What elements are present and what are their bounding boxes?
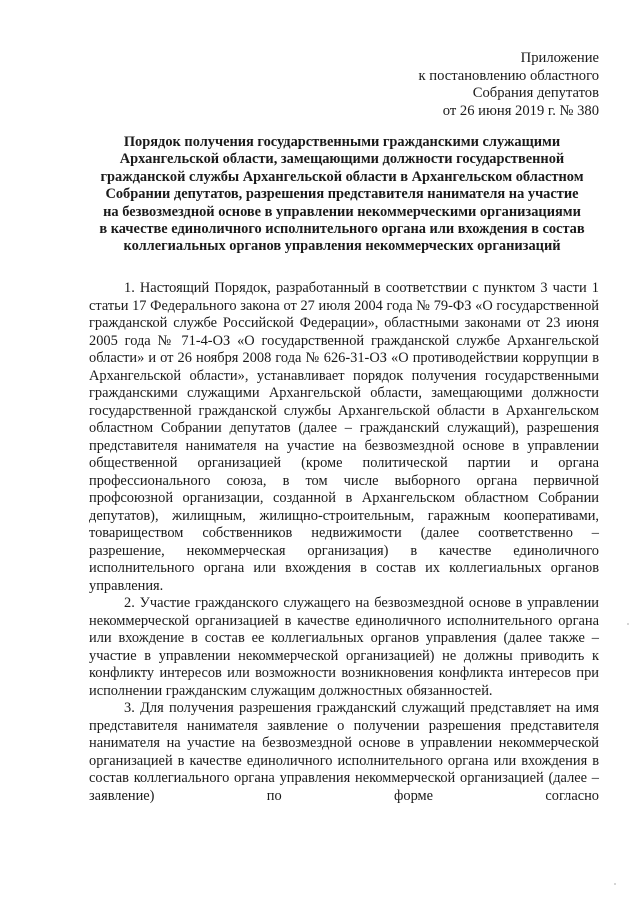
title-line: на безвозмездной основе в управлении некоммерческими организациями	[103, 203, 581, 220]
document-title	[80, 134, 604, 256]
appendix-header	[419, 50, 599, 120]
paragraph-3: 3. Для получения разрешения гражданский служащий представляет на имя представителя нанимателя заявление о получении разрешения представителя нанимателя на участие на безвозмездной основе в управлении некоммерческой организацией в качестве единоличного исполнительного органа или вхождения в состав коллегиального органа управления некоммерческой организацией (далее – заявление) по форме согласно	[89, 700, 599, 804]
paragraph-2: 2. Участие гражданского служащего на безвозмездной основе в управлении некоммерческой организацией в качестве единоличного исполнительного органа или вхождение в состав ее коллегиальных органов управления (далее также – участие в управлении некоммерческой организацией) не должны приводить к конфликту интересов или возможности возникновения конфликта интересов при исполнении гражданским служащим должностных обязанностей.	[89, 595, 599, 699]
appendix-label: Приложение	[520, 50, 599, 66]
title-line: в качестве единоличного исполнительного органа или вхождения в состав	[99, 221, 585, 238]
paragraph-1: 1. Настоящий Порядок, разработанный в соответствии с пунктом 3 части 1 статьи 17 Федерального закона от 27 июля 2004 года № 79-ФЗ «О государственной гражданской службе Российской Федерации», областными законами от 23 июня 2005 года № 71-4-ОЗ «О государственной гражданской службе Архангельской области» и от 26 ноября 2008 года № 626-31-ОЗ «О противодействии коррупции в Архангельской области», устанавливает порядок получения государственными гражданскими служащими Архангельской области, замещающими должности государственной гражданской службы Архангельской области в Архангельском областном Собрании депутатов (далее – гражданский служащий), разрешения представителя нанимателя на участие на безвозмездной основе в управлении общественной организацией (кроме политической партии и органа профессионального союза, в том числе выборного органа первичной профсоюзной организации, созданной в Архангельском областном Собрании депутатов), жилищным, жилищно-строительным, гаражным кооперативами, товариществом собственников недвижимости (далее соответственно – разрешение, некоммерческая организация) в качестве единоличного исполнительного органа или вхождения в состав их коллегиальных органов управления.	[89, 280, 599, 594]
title-line: Архангельской области, замещающими должности государственной	[119, 151, 565, 168]
appendix-assembly-line: Собрания депутатов	[472, 85, 599, 101]
title-line: коллегиальных органов управления некоммерческих организаций	[123, 238, 561, 255]
document-body	[89, 280, 599, 805]
scan-speck	[627, 623, 629, 625]
appendix-resolution-line: к постановлению областного	[418, 67, 599, 84]
appendix-date-number: от 26 июня 2019 г. № 380	[442, 102, 599, 119]
scan-speck	[614, 883, 616, 885]
title-line: гражданской службы Архангельской области в Архангельском областном	[100, 168, 584, 185]
title-line: Порядок получения государственными гражданскими служащими	[123, 134, 561, 150]
title-line: Собрании депутатов, разрешения представителя нанимателя на участие	[105, 186, 579, 203]
